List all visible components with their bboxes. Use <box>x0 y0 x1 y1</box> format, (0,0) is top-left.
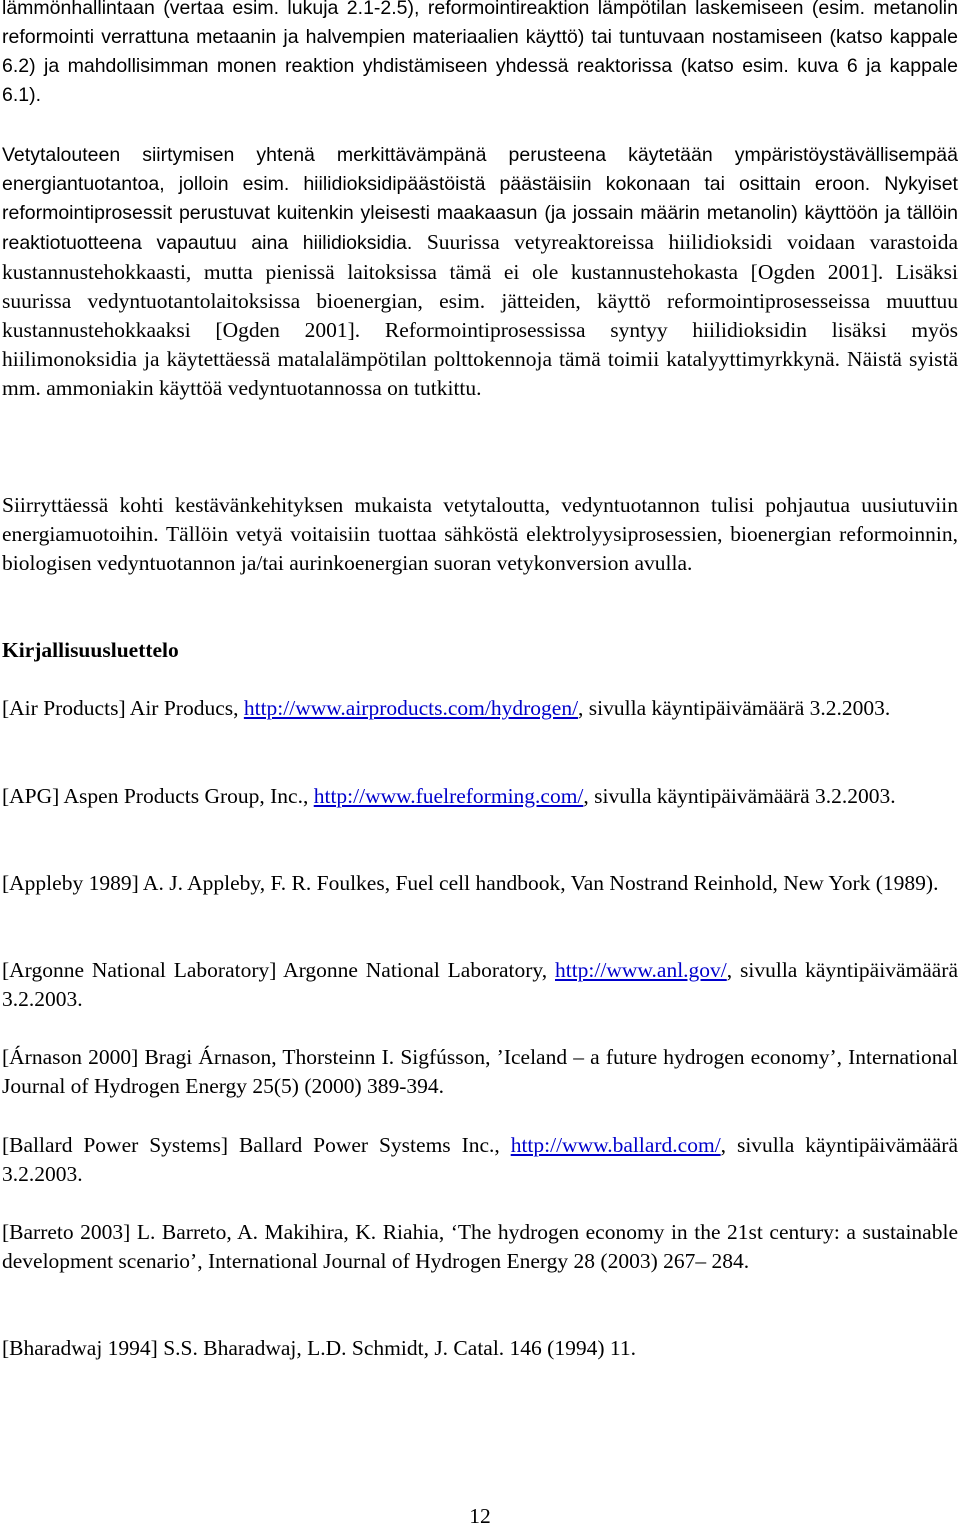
reference-text: , sivulla käyntipäivämäärä 3.2.2003. <box>2 958 958 1011</box>
reference-bharadwaj: [Bharadwaj 1994] S.S. Bharadwaj, L.D. Schmidt, J. Catal. 146 (1994) 11. <box>2 1336 636 1360</box>
paragraph-text: Lisäksi suurissa vedyntuotantolaitoksissa bioenergian, esim. <box>2 260 959 313</box>
anl-link[interactable]: http://www.anl.gov/ <box>554 958 727 982</box>
reference-text: [APG] Aspen Products Group, Inc., <box>2 784 314 808</box>
paragraph-reformation-temperature <box>2 0 958 110</box>
reference-argonne <box>2 956 958 1014</box>
paragraph-sustainable-hydrogen: Siirryttäessä kohti kestävänkehityksen mukaista vetytaloutta, vedyntuotannon tulisi pohjautua uusiutuviin energiamuotoihin. Tällöin vetyä voitaisiin tuottaa sähköstä elektrolyysiprosessien, bioenergian reformoinnin, biologisen vedyntuotannon ja/tai aurinkoenergian suoran vetykonversion avulla. <box>2 493 958 575</box>
paragraph-text: Nykyiset reformointiprosessit perustuvat kuitenkin yleisesti maakaasun (ja jossain määrin metanolin) käyttöön ja tällöin reaktiotuotteena vapautuu aina hiilidioksidia. <box>2 173 958 254</box>
paragraph-text: Näistä syistä mm. <box>2 347 958 400</box>
air-products-link[interactable]: http://www.airproducts.com/hydrogen/ <box>243 696 579 720</box>
ballard-link[interactable]: http://www.ballard.com/ <box>510 1133 721 1157</box>
reference-ballard <box>2 1131 958 1189</box>
paragraph-text: 2001]. <box>815 260 884 284</box>
reference-text: [Argonne National Laboratory] Argonne National Laboratory, <box>2 958 555 982</box>
paragraph-text: 2) ja mahdollisimman monen reaktion yhdistämiseen yhdessä reaktorissa (katso esim. kuva 6 ja kappale 6.1). <box>2 55 958 106</box>
reference-air-products <box>2 694 958 723</box>
page-number: 12 <box>469 1504 491 1528</box>
reference-text: [Ballard Power Systems] Ballard Power Systems Inc., <box>2 1133 511 1157</box>
paragraph-text: jätteiden, käyttö reformointiprosesseissa muuttuu kustannustehokkaaksi [ <box>2 289 958 342</box>
reference-barreto: [Barreto 2003] L. Barreto, A. Makihira, K. Riahia, ‘The hydrogen economy in the 21st century: a sustainable development scenario’, International Journal of Hydrogen Energy 28 (2003) 267– 284. <box>2 1220 958 1273</box>
paragraph-text: ammoniakin käyttöä vedyntuotannossa on tutkittu. <box>40 376 482 400</box>
references-heading: Kirjallisuusluettelo <box>2 638 179 662</box>
fuelreforming-link[interactable]: http://www.fuelreforming.com/ <box>313 784 584 808</box>
paragraph-hydrogen-economy-transition <box>2 141 958 403</box>
reference-apg <box>2 782 958 811</box>
paragraph-text: lämmönhallintaan (vertaa esim. lukuja 2.1-2.5), reformointireaktion lämpötilan laskemiseen (esim. metanolin reformointi verrattuna metaanin ja halvempien materiaalien käyttö) tai tuntuvaan nostamiseen (katso kappale 6. <box>2 0 958 77</box>
reference-arnason: [Árnason 2000] Bragi Árnason, Thorsteinn I. Sigfússon, ’Iceland – a future hydrogen economy’, International Journal of Hydrogen Energy 25(5) (2000) 389-394. <box>2 1045 958 1098</box>
paragraph-text: Vetytalouteen siirtymisen yhtenä merkittävämpänä perusteena käytetään ympäristöystävällisempää energiantuotantoa, jolloin esim. hiilidioksidipäästöistä päästäisiin kokonaan tai osittain eroon. <box>2 144 958 195</box>
reference-appleby: [Appleby 1989] A. J. Appleby, F. R. Foulkes, Fuel cell handbook, Van Nostrand Reinhold, New York (1989). <box>2 871 939 895</box>
paragraph-text: Ogden <box>757 260 816 284</box>
paragraph-text: Suurissa vetyreaktoreissa hiilidioksidi voidaan varastoida kustannustehokkaasti, mutta pienissä laitoksissa tämä ei ole kustannustehokasta [ <box>2 230 958 284</box>
paragraph-text: Ogden 2001]. <box>222 318 361 342</box>
reference-text: , sivulla käyntipäivämäärä 3.2.2003. <box>583 784 896 808</box>
reference-text: [Air Products] Air Producs, <box>2 696 244 720</box>
paragraph-text: Reformointiprosessissa syntyy hiilidioksidin lisäksi myös hiilimonoksidia ja käytettäessä matalalämpötilan polttokennoja tämä toimii katalyyttimyrkkynä. <box>2 318 958 371</box>
reference-text: , sivulla käyntipäivämäärä 3.2.2003. <box>2 1133 959 1186</box>
reference-text: , sivulla käyntipäivämäärä 3.2.2003. <box>578 696 891 720</box>
